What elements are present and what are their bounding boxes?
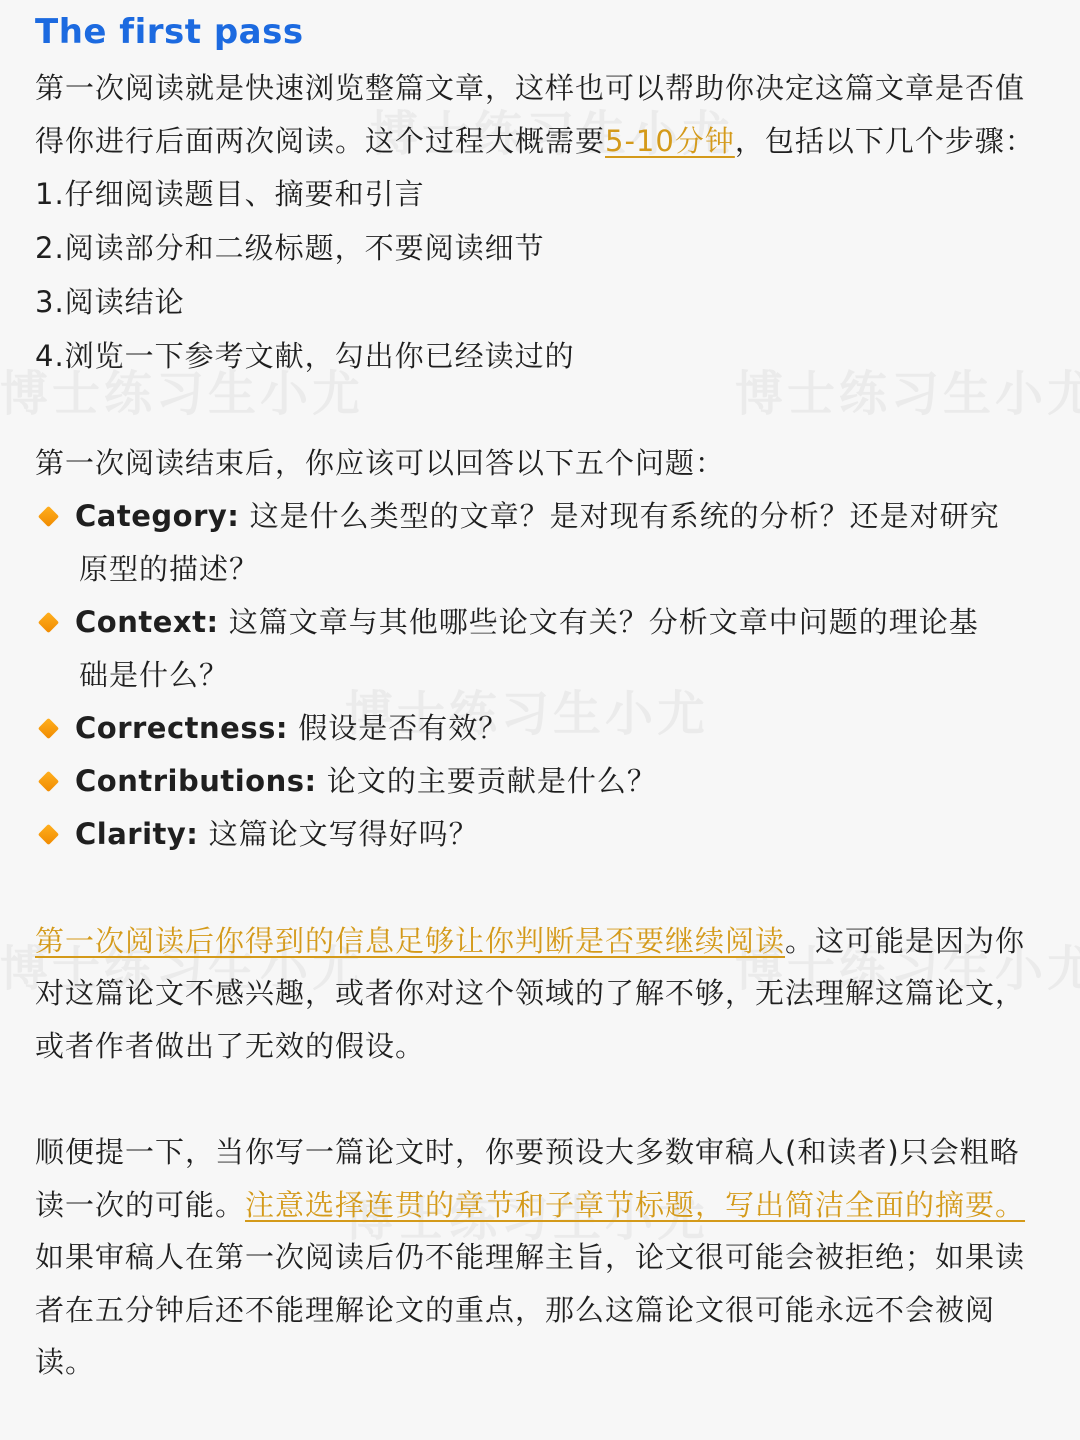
questions-intro: 第一次阅读结束后，你应该可以回答以下五个问题： [35, 446, 726, 480]
article [35, 8, 1047, 1389]
page-title: The first pass [35, 12, 304, 52]
question-text: 这是什么类型的文章？是对现有系统的分析？还是对研究 [249, 498, 1000, 533]
question-term: Contributions: [75, 763, 317, 798]
question-text-cont: 础是什么？ [79, 657, 230, 692]
question-item [35, 702, 1047, 755]
second-highlight: 第一次阅读后你得到的信息足够让你判断是否要继续阅读 [35, 923, 786, 958]
question-text: 假设是否有效？ [298, 710, 509, 745]
question-item [35, 808, 1047, 861]
question-item [35, 755, 1047, 808]
question-item [35, 490, 1047, 596]
third-text-after: 如果审稿人在第一次阅读后仍不能理解主旨，论文很可能会被拒绝；如果读者在五分钟后还不能理解论文的重点，那么这篇论文很可能永远不会被阅读。 [35, 1240, 1026, 1379]
intro-paragraph [35, 62, 1047, 167]
diamond-bullet-icon [38, 823, 59, 844]
step-item: 2.阅读部分和二级标题，不要阅读细节 [35, 231, 545, 265]
question-term: Context: [75, 604, 219, 639]
step-item: 4.浏览一下参考文献，勾出你已经读过的 [35, 339, 575, 373]
question-text: 这篇论文写得好吗？ [208, 816, 479, 851]
spacer [35, 383, 1047, 437]
question-text: 论文的主要贡献是什么？ [326, 763, 657, 798]
step-item: 1.仔细阅读题目、摘要和引言 [35, 177, 425, 211]
question-term: Correctness: [75, 710, 288, 745]
diamond-bullet-icon [38, 505, 59, 526]
spacer [35, 861, 1047, 915]
intro-text: 第一次阅读就是快速浏览整篇文章，这样也可以帮助你决定这篇文章是否值得你进行后面两次阅读。这个过程大概需要 [35, 71, 1026, 158]
spacer [35, 1072, 1047, 1126]
second-paragraph [35, 915, 1047, 1073]
question-text: 这篇文章与其他哪些论文有关？分析文章中问题的理论基 [228, 604, 979, 639]
question-term: Clarity: [75, 816, 199, 851]
diamond-bullet-icon [38, 717, 59, 738]
third-highlight: 注意选择连贯的章节和子章节标题，写出简洁全面的摘要。 [245, 1187, 1026, 1222]
question-text-cont: 原型的描述？ [79, 551, 260, 586]
second-text: 。这可能是因为你对这篇论文不感兴趣，或者你对这个领域的了解不够，无法理解这篇论文，或者作者做出了无效的假设。 [35, 923, 1026, 1063]
steps-list [35, 167, 1047, 383]
intro-text-after: ，包括以下几个步骤： [734, 123, 1035, 158]
questions-list [35, 490, 1047, 861]
diamond-bullet-icon [38, 770, 59, 791]
question-term: Category: [75, 498, 240, 533]
intro-highlight: 5-10分钟 [605, 123, 735, 158]
third-text: 顺便提一下，当你写一篇论文时，你要预设大多数审稿人(和读者)只会粗略读一次的可能。 [35, 1135, 1020, 1222]
question-item [35, 596, 1047, 702]
diamond-bullet-icon [38, 611, 59, 632]
third-paragraph [35, 1126, 1047, 1389]
step-item: 3.阅读结论 [35, 285, 185, 319]
